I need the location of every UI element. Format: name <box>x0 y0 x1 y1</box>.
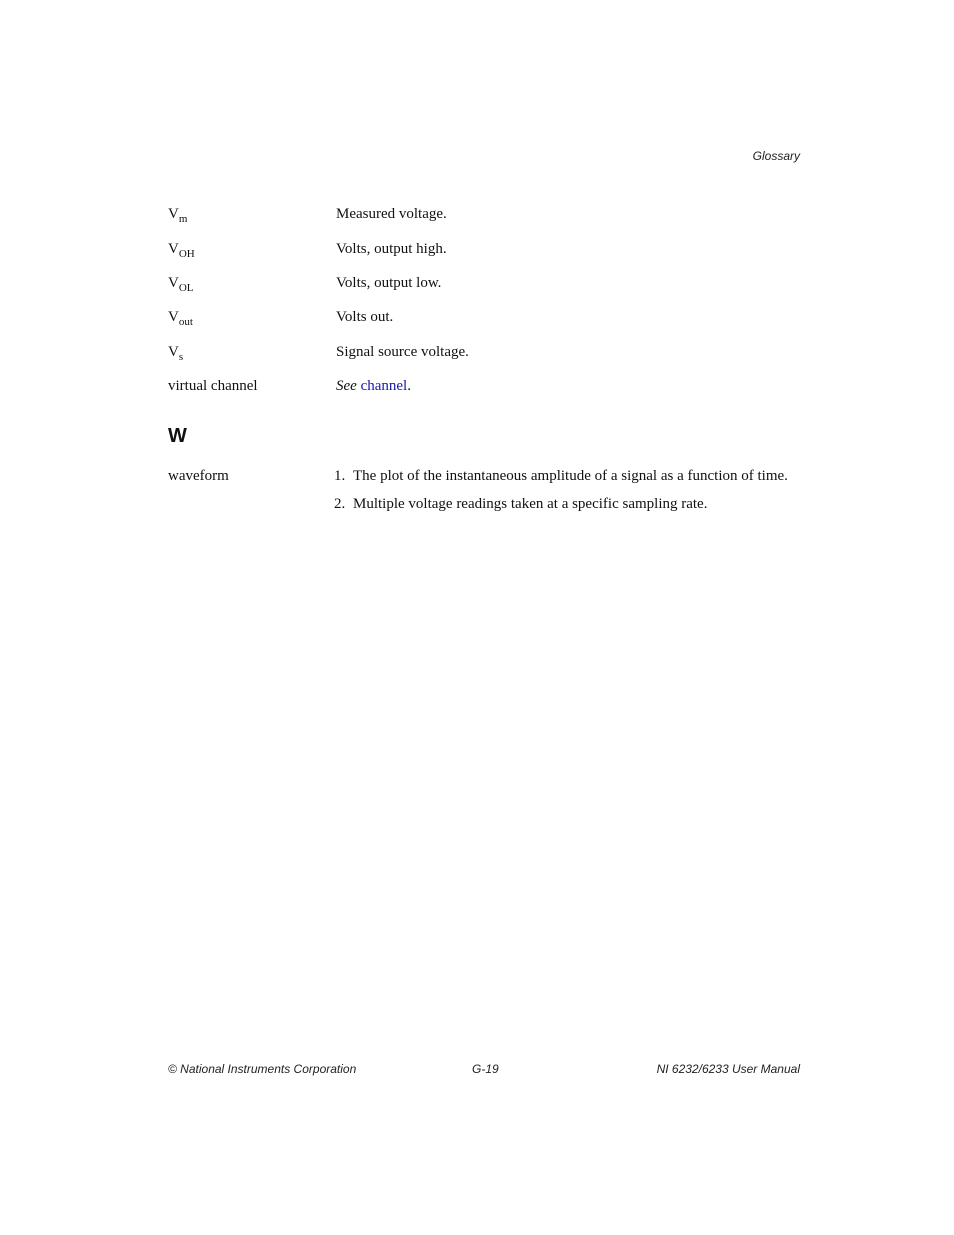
channel-xref-link[interactable]: channel <box>360 378 408 394</box>
list-item-text: Multiple voltage readings taken at a specific sampling rate. <box>353 496 708 512</box>
glossary-definition <box>336 377 800 396</box>
list-number: 2. <box>334 496 346 512</box>
glossary-term: $V_{OL}$ <box>168 275 194 294</box>
glossary-term: waveform <box>168 468 229 484</box>
glossary-term: $V_m$ <box>168 206 188 225</box>
see-suffix: . <box>407 378 411 394</box>
glossary-definition: Volts, output low. <box>336 275 442 291</box>
list-item <box>336 495 792 514</box>
footer-page-number: G-19 <box>472 1062 499 1076</box>
glossary-term: $V_{OH}$ <box>168 241 195 260</box>
glossary-definition: Measured voltage. <box>336 206 447 222</box>
glossary-definition: Volts, output high. <box>336 241 447 257</box>
list-number: 1. <box>334 468 346 484</box>
footer-copyright: © National Instruments Corporation <box>168 1062 357 1076</box>
footer-manual-title: NI 6232/6233 User Manual <box>656 1062 800 1076</box>
list-item <box>336 467 792 486</box>
definition-list <box>336 467 792 523</box>
running-head: Glossary <box>752 149 800 163</box>
list-item-text: The plot of the instantaneous amplitude of a signal as a function of time. <box>353 468 788 484</box>
glossary-term: $V_{out}$ <box>168 309 193 328</box>
glossary-definition: Signal source voltage. <box>336 344 469 360</box>
see-prefix: See <box>336 378 357 394</box>
glossary-term: virtual channel <box>168 378 258 394</box>
glossary-definition: Volts out. <box>336 309 394 325</box>
section-letter-heading: W <box>168 425 187 447</box>
glossary-term: $V_s$ <box>168 344 184 363</box>
